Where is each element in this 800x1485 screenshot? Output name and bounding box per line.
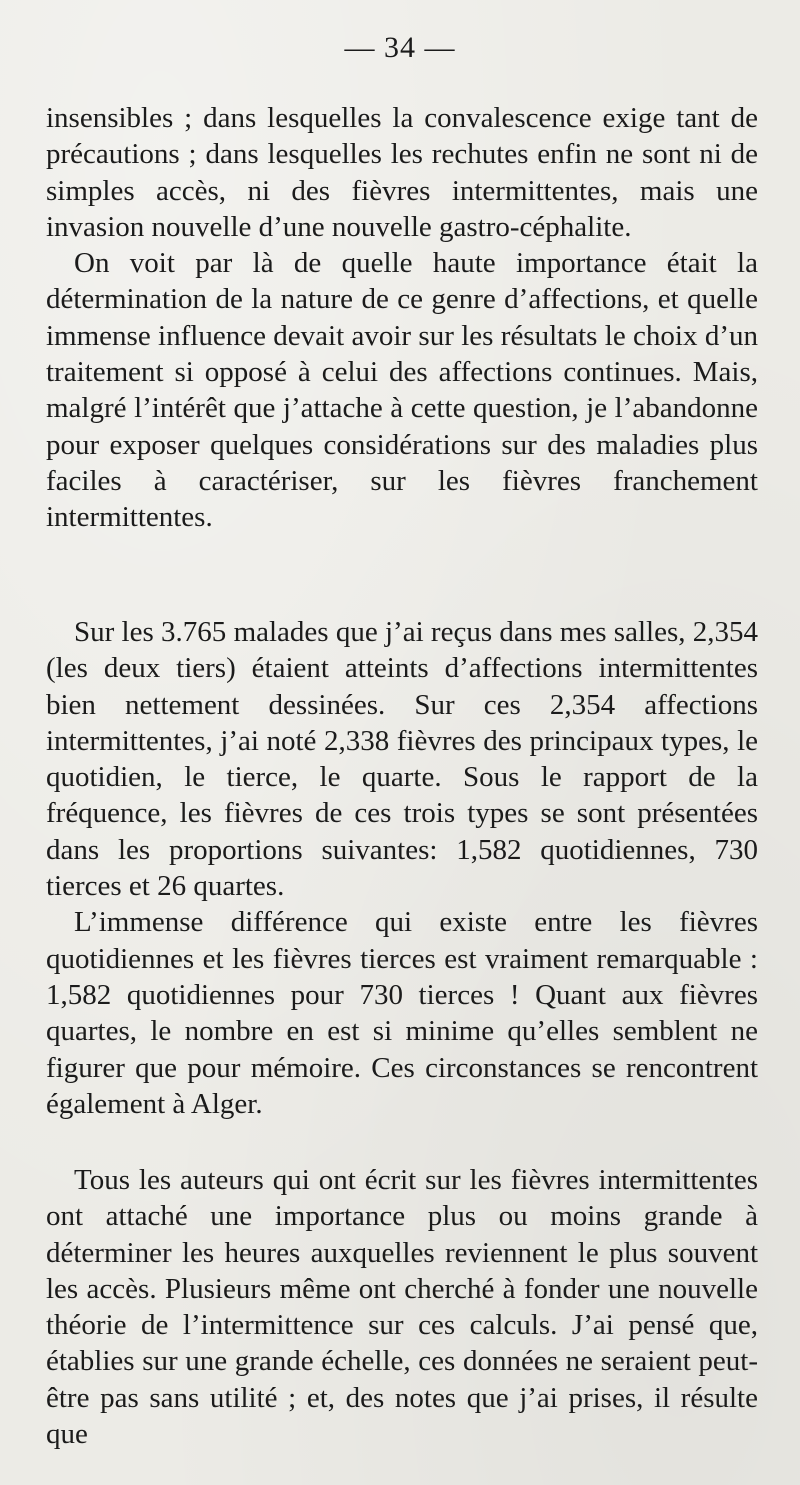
paragraph: Tous les auteurs qui ont écrit sur les fièvres intermittentes ont attaché une importance plus ou moins grande à déterminer les heures auxquelles reviennent le plus souvent les accès. Plusieurs même ont cherché à fonder une nouvelle théorie de l’intermittence sur ces calculs. J’ai pensé que, établies sur une grande échelle, ces données ne seraient peut-être pas sans utilité ; et, des notes que j’ai prises, il résulte que [46,1164,758,1451]
text-section-3 [46,1162,758,1452]
paragraph: Sur les 3.765 malades que j’ai reçus dans mes salles, 2,354 (les deux tiers) étaient atteints d’affections intermittentes bien nettement dessinées. Sur ces 2,354 affections intermittentes, j’ai noté 2,338 fièvres des principaux types, le quotidien, le tierce, le quarte. Sous le rapport de la fréquence, les fièvres de ces trois types se sont présentées dans les proportions suivantes: 1,582 quotidiennes, 730 tierces et 26 quartes. [46,616,758,903]
text-section-1 [46,100,758,536]
text-section-2 [46,614,758,1122]
paragraph: L’immense différence qui existe entre les fièvres quotidiennes et les fièvres tierces est vraiment remarquable : 1,582 quotidiennes pour 730 tierces ! Quant aux fièvres quartes, le nombre en est si minime qu’elles semblent ne figurer que pour mémoire. Ces circonstances se rencontrent également à Alger. [46,906,758,1120]
page-number: — 34 — [344,31,456,64]
paragraph: insensibles ; dans lesquelles la convalescence exige tant de précautions ; dans lesquelles les rechutes enfin ne sont ni de simples accès, ni des fièvres intermittentes, mais une invasion nouvelle d’une nouvelle gastro-céphalite. [46,102,758,243]
paragraph: On voit par là de quelle haute importance était la détermination de la nature de ce genre d’affections, et quelle immense influence devait avoir sur les résultats le choix d’un traitement si opposé à celui des affections continues. Mais, malgré l’intérêt que j’attache à cette question, je l’abandonne pour exposer quelques considérations sur des maladies plus faciles à caractériser, sur les fièvres franchement intermittentes. [46,247,758,534]
